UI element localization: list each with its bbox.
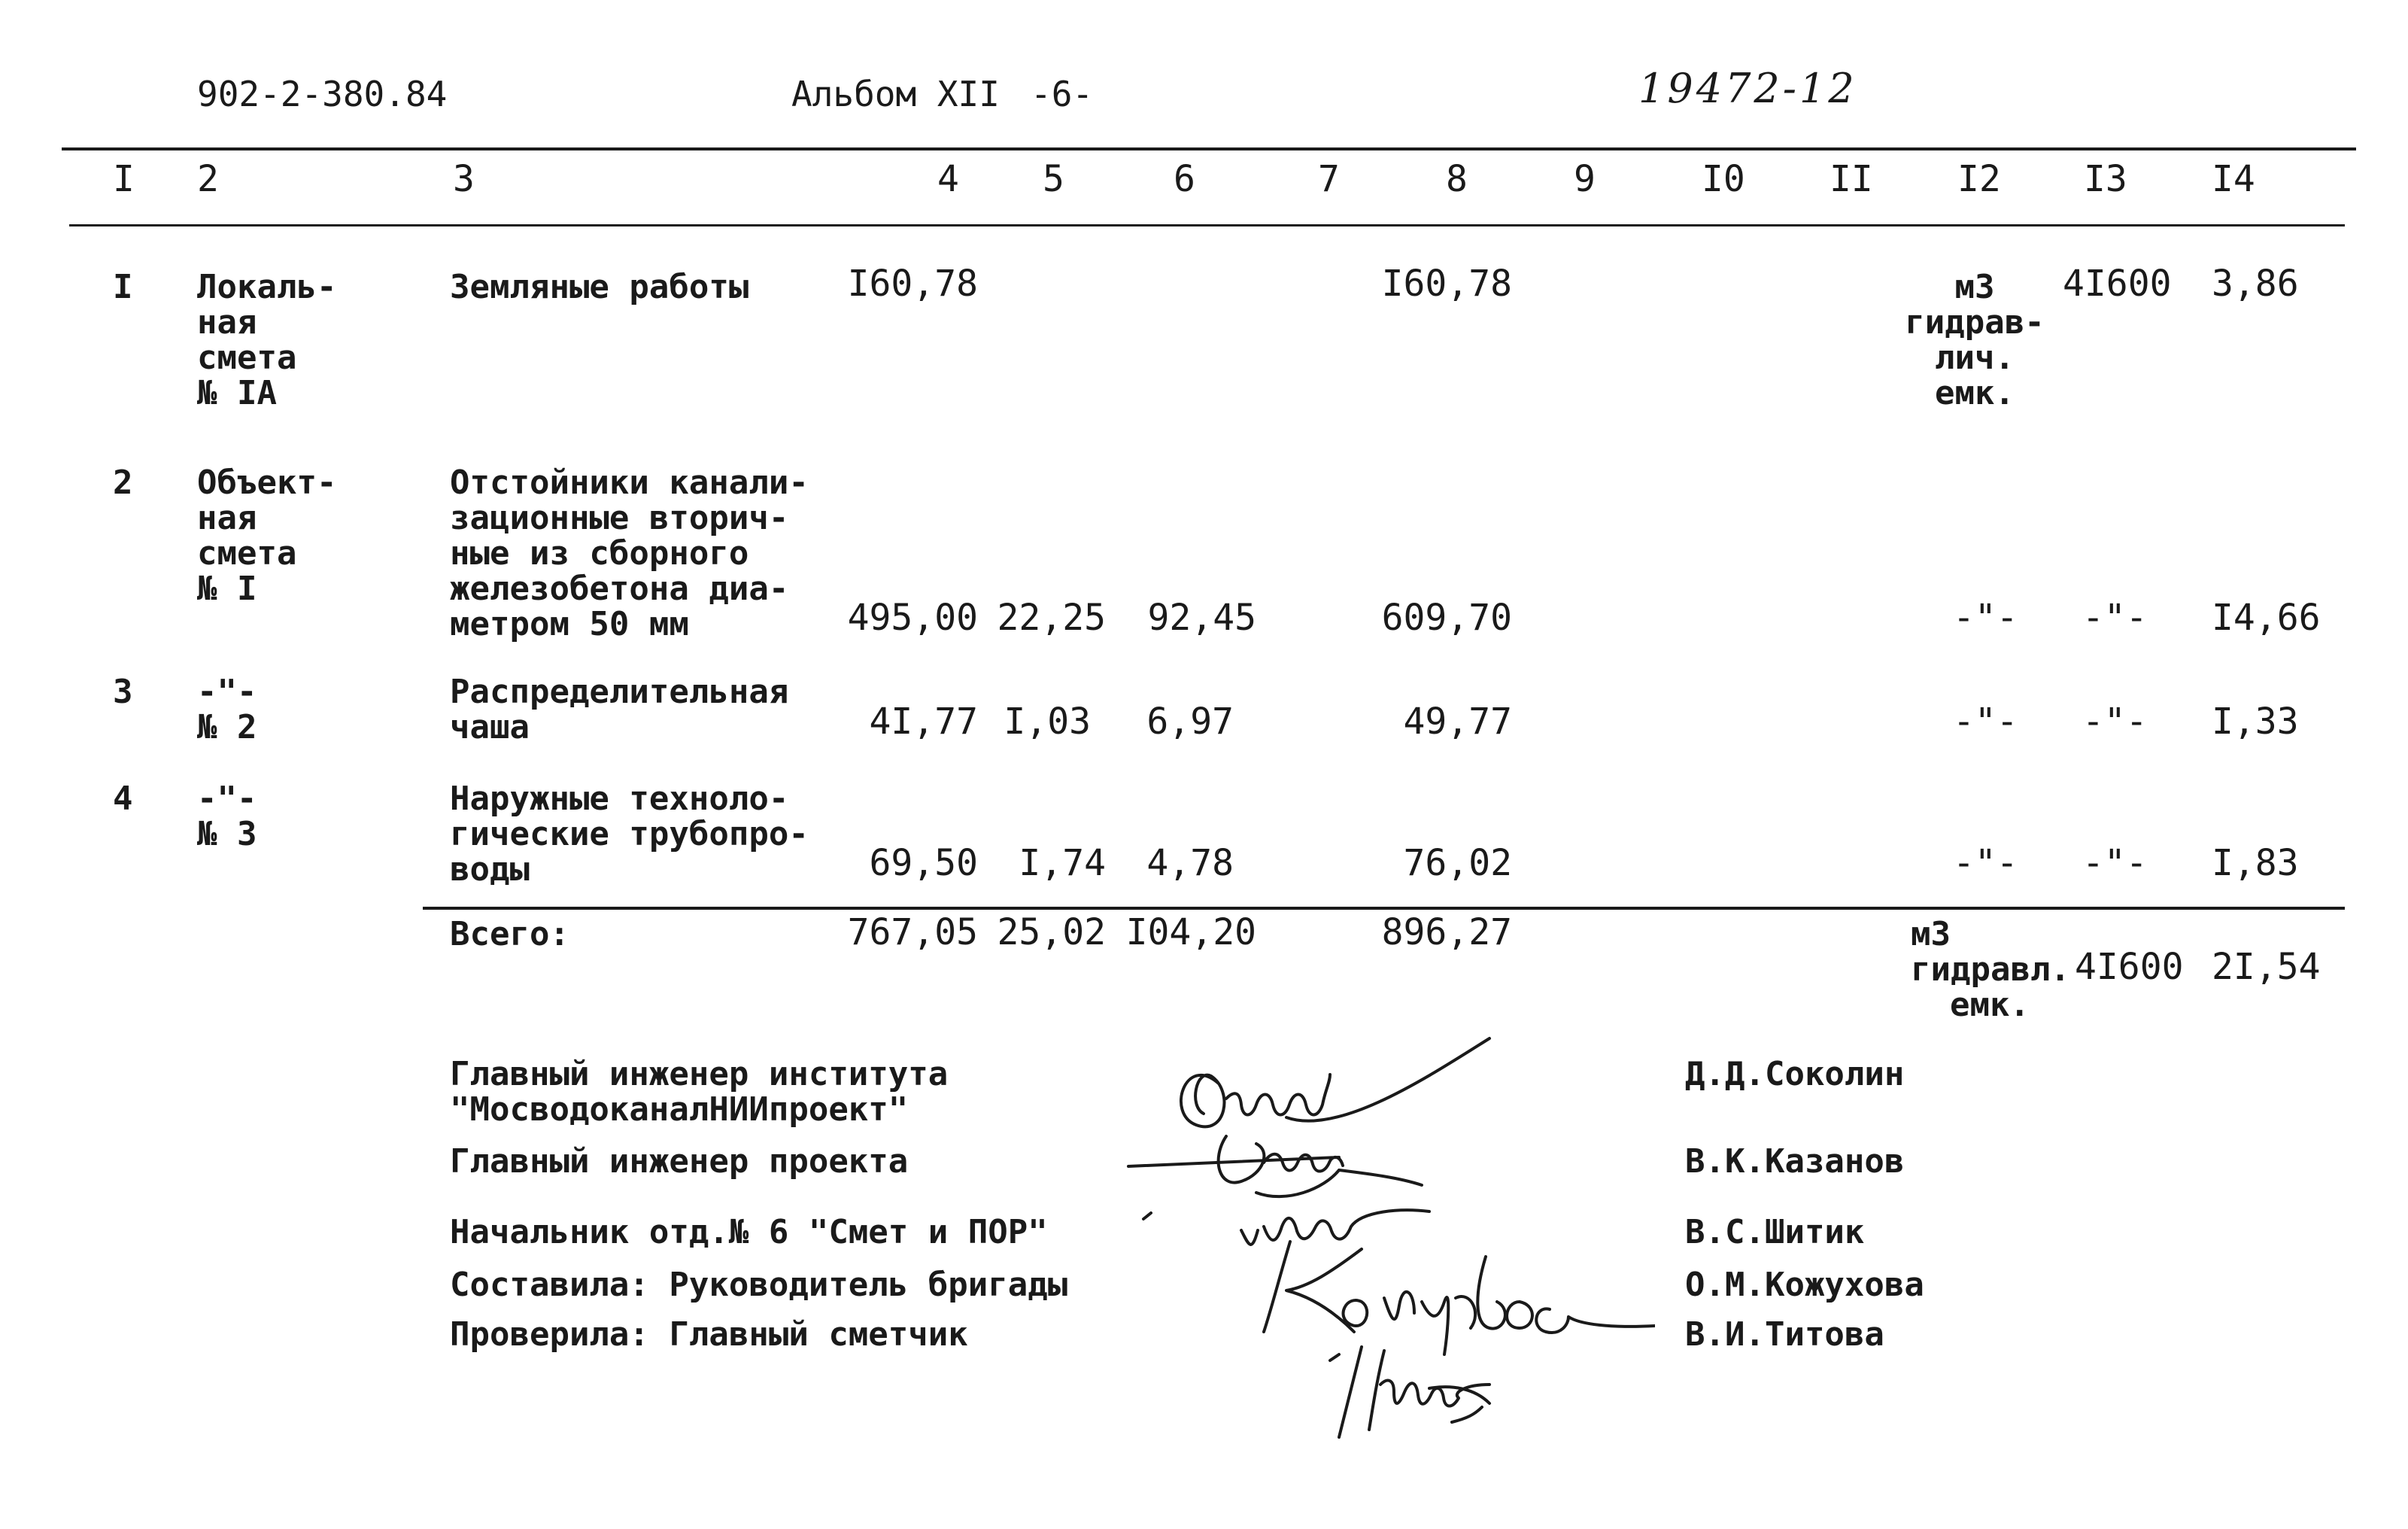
handwritten-signatures <box>1113 1031 1655 1452</box>
signature-name-5: В.И.Титова <box>1685 1315 1884 1354</box>
row-3-col14: I,33 <box>2212 701 2299 743</box>
col-header-10: I0 <box>1702 158 1745 200</box>
total-rule <box>423 907 2345 910</box>
row-1-col12-unit: м3 гидрав- лич. емк. <box>1905 268 2045 412</box>
row-2-col5: 22,25 <box>997 597 1106 639</box>
row-4-number: 4 <box>113 780 133 818</box>
signature-name-2: В.К.Казанов <box>1685 1142 1905 1181</box>
row-3-col12: -"- <box>1953 701 2018 743</box>
total-col12-unit: м3 гидравл. <box>1911 915 2070 989</box>
row-1-name: Земляные работы <box>450 268 749 306</box>
total-col14: 2I,54 <box>2212 946 2321 988</box>
row-4-col8: 76,02 <box>1403 842 1512 884</box>
row-1-col4: I60,78 <box>847 263 978 305</box>
page-number: -6- <box>1031 74 1094 114</box>
col-header-4: 4 <box>937 158 959 200</box>
signature-role-2: Главный инженер проекта <box>450 1142 909 1181</box>
col-header-2: 2 <box>197 158 219 200</box>
top-rule <box>62 147 2356 150</box>
col-header-8: 8 <box>1446 158 1468 200</box>
signature-shitik <box>1143 1210 1429 1245</box>
row-1-estimate: Локаль- ная смета № IА <box>197 268 337 412</box>
row-1-col14: 3,86 <box>2212 263 2299 305</box>
row-3-col13: -"- <box>2082 701 2148 743</box>
col-header-11: II <box>1830 158 1873 200</box>
signature-role-5: Проверила: Главный сметчик <box>450 1315 968 1354</box>
total-col4: 767,05 <box>847 911 978 953</box>
signature-name-1: Д.Д.Соколин <box>1685 1055 1905 1093</box>
row-3-name: Распределительная чаша <box>450 673 789 746</box>
signature-titova <box>1330 1347 1489 1437</box>
col-header-12: I2 <box>1957 158 2001 200</box>
row-2-col12: -"- <box>1953 597 2018 639</box>
signature-name-4: О.М.Кожухова <box>1685 1266 1924 1304</box>
row-2-estimate: Объект- ная смета № I <box>197 464 337 608</box>
total-col13: 4I600 <box>2075 946 2184 988</box>
row-4-col12: -"- <box>1953 842 2018 884</box>
row-2-number: 2 <box>113 464 133 502</box>
signature-role-1: Главный инженер института "МосводоканалНИИпроект" <box>450 1055 949 1129</box>
total-col12-unit-suffix: емк. <box>1950 986 2030 1024</box>
col-header-3: 3 <box>453 158 475 200</box>
row-2-col14: I4,66 <box>2212 597 2321 639</box>
row-3-estimate: -"- № 2 <box>197 673 257 746</box>
header-bottom-rule <box>69 224 2345 226</box>
row-2-col13: -"- <box>2082 597 2148 639</box>
row-3-col8: 49,77 <box>1403 701 1512 743</box>
row-1-col13: 4I600 <box>2063 263 2172 305</box>
total-col5: 25,02 <box>997 911 1106 953</box>
col-header-7: 7 <box>1318 158 1340 200</box>
col-header-5: 5 <box>1043 158 1064 200</box>
row-2-col4: 495,00 <box>847 597 978 639</box>
total-col6: I04,20 <box>1125 911 1256 953</box>
album-label: Альбом XII <box>791 74 1000 114</box>
col-header-13: I3 <box>2084 158 2127 200</box>
row-4-col5: I,74 <box>1019 842 1106 884</box>
row-4-col6: 4,78 <box>1146 842 1234 884</box>
row-4-name: Наружные техноло- гические трубопро- воды <box>450 780 809 889</box>
col-header-1: I <box>113 158 135 200</box>
row-4-col13: -"- <box>2082 842 2148 884</box>
total-label: Всего: <box>450 915 569 953</box>
row-4-col14: I,83 <box>2212 842 2299 884</box>
row-3-col5: I,03 <box>1004 701 1091 743</box>
col-header-6: 6 <box>1174 158 1195 200</box>
col-header-14: I4 <box>2212 158 2255 200</box>
signature-role-3: Начальник отд.№ 6 "Смет и ПОР" <box>450 1213 1048 1251</box>
row-1-col8: I60,78 <box>1381 263 1512 305</box>
row-4-estimate: -"- № 3 <box>197 780 257 853</box>
col-header-9: 9 <box>1574 158 1596 200</box>
row-3-number: 3 <box>113 673 133 711</box>
signature-role-4: Составила: Руководитель бригады <box>450 1266 1068 1304</box>
row-3-col4: 4I,77 <box>869 701 978 743</box>
row-3-col6: 6,97 <box>1146 701 1234 743</box>
row-2-name: Отстойники канали- зационные вторич- ные из сборного железобетона диа- метром 50 мм <box>450 464 809 643</box>
handwritten-number: 19472-12 <box>1638 65 1857 112</box>
row-4-col4: 69,50 <box>869 842 978 884</box>
row-1-number: I <box>113 268 133 306</box>
document-code: 902-2-380.84 <box>197 74 448 114</box>
signature-sokolin <box>1181 1038 1489 1126</box>
signature-kozhukhova <box>1264 1242 1655 1354</box>
row-2-col6: 92,45 <box>1147 597 1256 639</box>
signature-kazanov <box>1128 1136 1422 1196</box>
total-col8: 896,27 <box>1381 911 1512 953</box>
signature-name-3: В.С.Шитик <box>1685 1213 1865 1251</box>
row-2-col8: 609,70 <box>1381 597 1512 639</box>
